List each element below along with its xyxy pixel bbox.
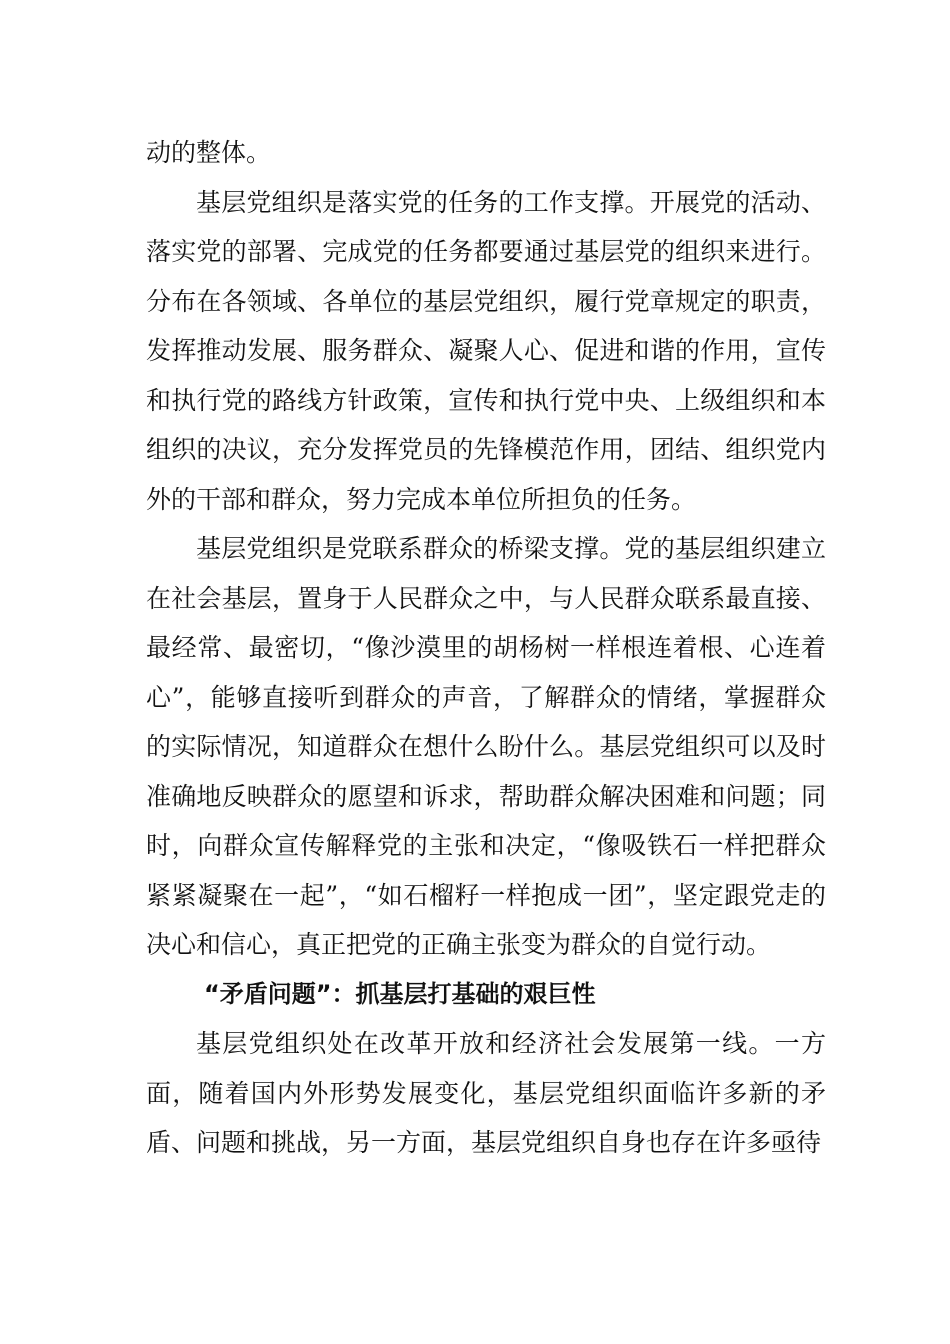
paragraph-frontline: 基层党组织处在改革开放和经济社会发展第一线。一方面，随着国内外形势发展变化，基层党组织面临许多新的矛盾、问题和挑战，另一方面，基层党组织自身也存在许多亟待 — [146, 1029, 826, 1157]
document-body — [146, 128, 826, 1168]
paragraph-work-support: 基层党组织是落实党的任务的工作支撑。开展党的活动、落实党的部署、完成党的任务都要通过基层党的组织来进行。分布在各领域、各单位的基层党组织，履行党章规定的职责，发挥推动发展、服务群众、凝聚人心、促进和谐的作用，宣传和执行党的路线方针政策，宣传和执行党中央、上级组织和本组织的决议，充分发挥党员的先锋模范作用，团结、组织党内外的干部和群众，努力完成本单位所担负的任务。 — [146, 187, 826, 514]
section-heading: “矛盾问题”：抓基层打基础的艰巨性 — [204, 979, 596, 1008]
paragraph-continuation: 动的整体。 — [146, 138, 272, 167]
paragraph-bridge-support: 基层党组织是党联系群众的桥梁支撑。党的基层组织建立在社会基层，置身于人民群众之中，与人民群众联系最直接、最经常、最密切，“像沙漠里的胡杨树一样根连着根、心连着心”，能够直接听到群众的声音，了解群众的情绪，掌握群众的实际情况，知道群众在想什么盼什么。基层党组织可以及时准确地反映群众的愿望和诉求，帮助群众解决困难和问题；同时，向群众宣传解释党的主张和决定，“像吸铁石一样把群众紧紧凝聚在一起”，“如石榴籽一样抱成一团”，坚定跟党走的决心和信心，真正把党的正确主张变为群众的自觉行动。 — [146, 534, 826, 959]
